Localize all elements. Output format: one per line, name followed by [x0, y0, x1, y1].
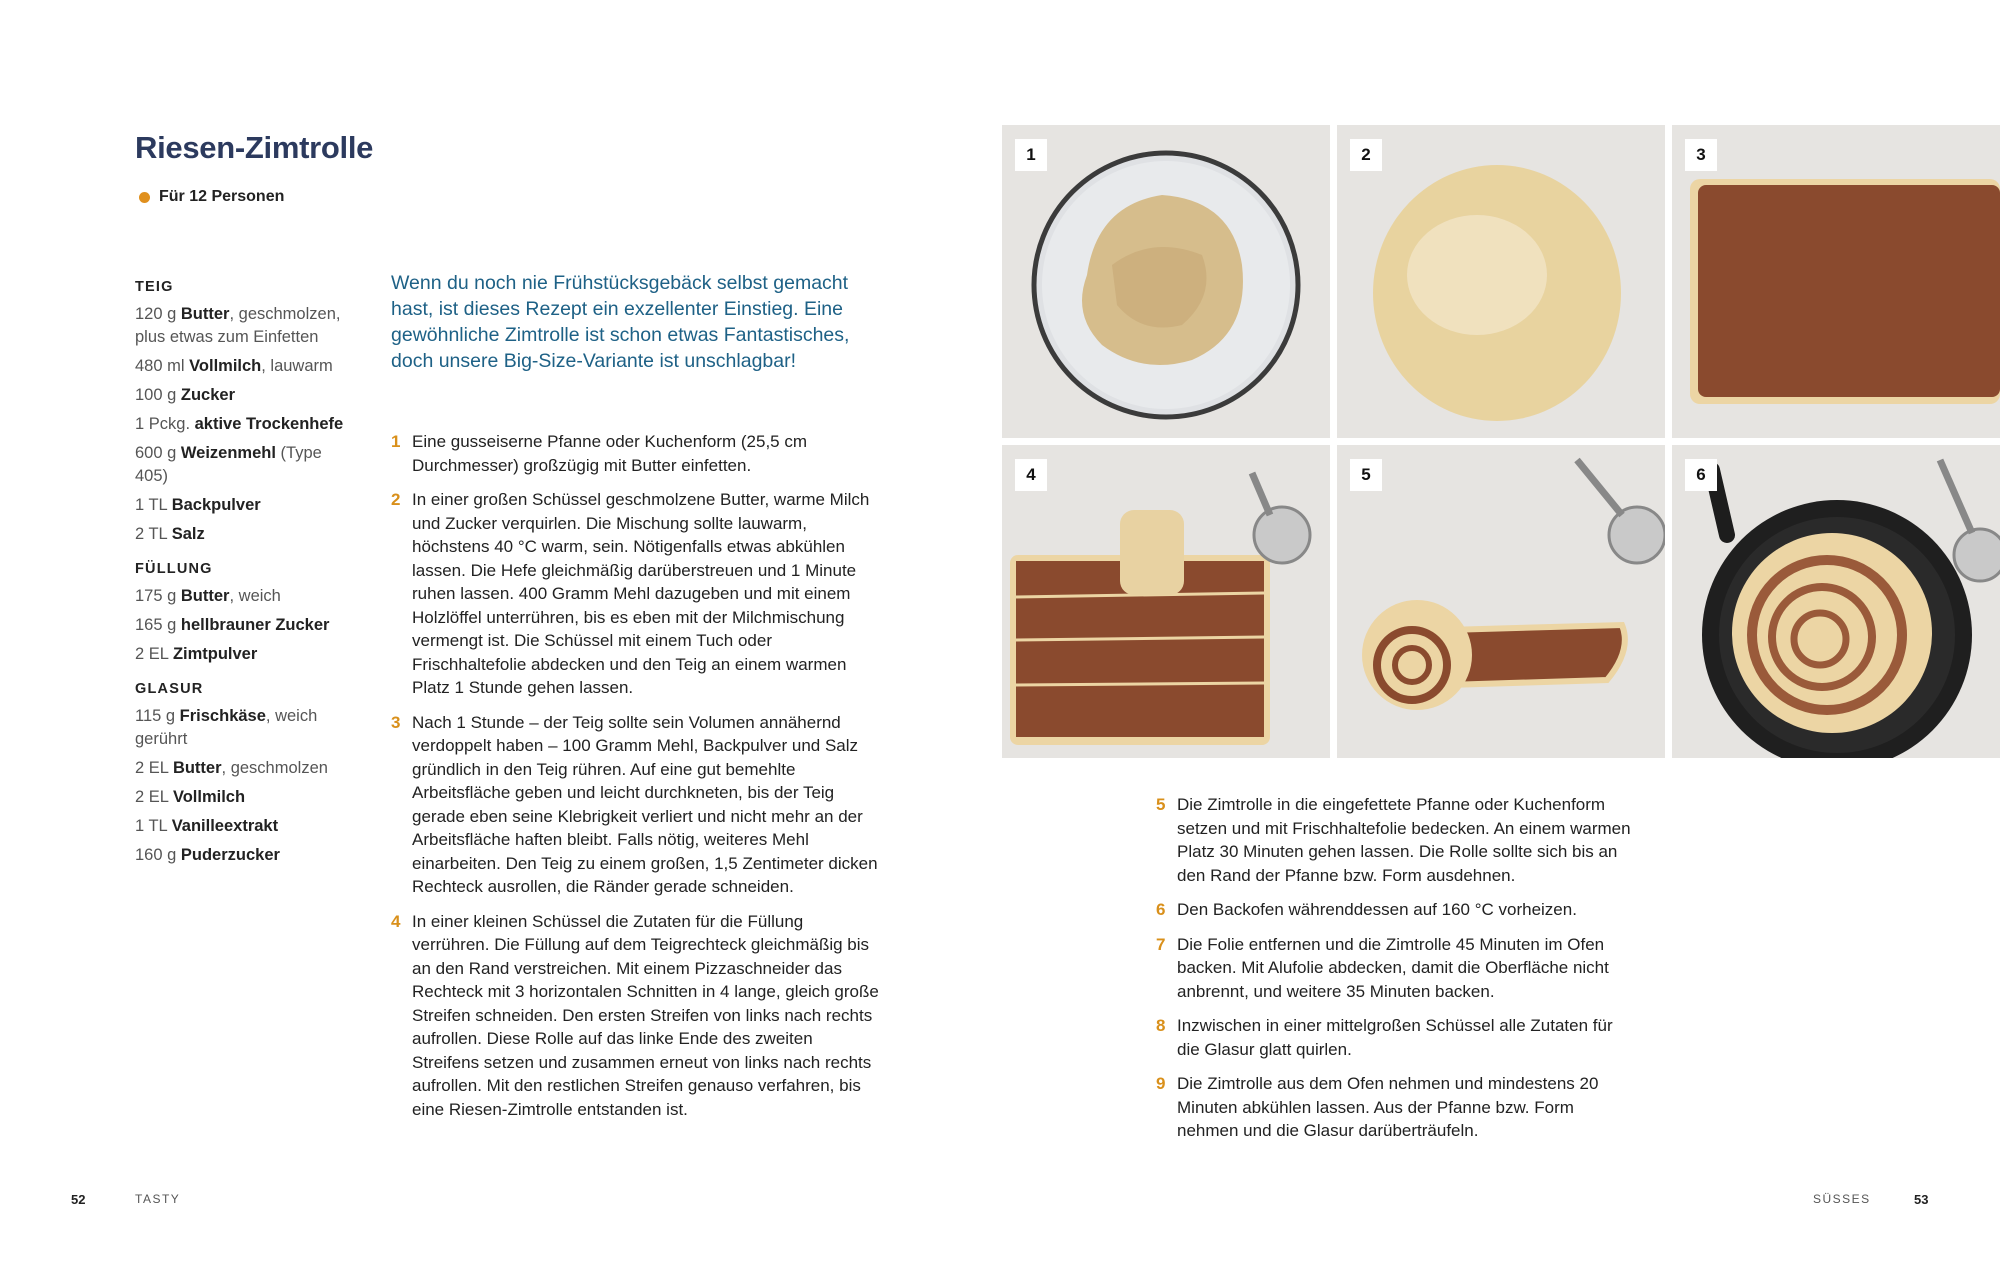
recipe-step — [1156, 1072, 1636, 1143]
servings — [139, 188, 284, 206]
step-text: Die Zimtrolle in die eingefettete Pfanne oder Kuchenform setzen und mit Frischhaltefolie bedecken. An einem warmen Platz 30 Minuten gehen lassen. Die Rolle sollte sich bis an den Rand der Pfanne bzw. Form ausdehnen. — [1177, 795, 1631, 885]
step-text: Den Backofen währenddessen auf 160 °C vorheizen. — [1177, 900, 1577, 919]
ingredients-heading-fuellung: FÜLLUNG — [135, 561, 213, 577]
step-text: In einer großen Schüssel geschmolzene Butter, warme Milch und Zucker verquirlen. Die Mischung sollte lauwarm, höchstens 40 °C warm, sein. Nötigenfalls etwas abkühlen lassen. Die Hefe gleichmäßig darüberstreuen und 1 Minute ruhen lassen. 400 Gramm Mehl dazugeben und mit einem Holzlöffel unterrühren, bis es eben mit der Milchmischung vermengt ist. Die Schüssel mit einem Tuch oder Frischhaltefolie abdecken und den Teig an einem warmen Platz 1 Stunde gehen lassen. — [412, 490, 870, 697]
ingredient-note: , geschmolzen, plus etwas zum Einfetten — [135, 305, 341, 346]
page-number-right: 53 — [1914, 1192, 1929, 1207]
photo-step-5 — [1337, 445, 1665, 758]
ingredient-qty: 1 TL — [135, 496, 168, 514]
recipe-step — [1156, 1014, 1636, 1061]
photo-step-2 — [1337, 125, 1665, 438]
step-text: In einer kleinen Schüssel die Zutaten für die Füllung verrühren. Die Füllung auf dem Teigrechteck gleichmäßig bis an den Rand verstreichen. Mit einem Pizzaschneider das Rechteck mit 3 horizontalen Schnitten in 4 lange, gleich große Streifen schneiden. Den ersten Streifen von links nach rechts aufrollen. Diese Rolle auf das linke Ende des zweiten Streifens setzen und zusammen erneut von links nach rechts aufrollen. Mit den restlichen Streifen genauso verfahren, bis eine Riesen-Zimtrolle entstanden ist. — [412, 911, 879, 1119]
ingredient-item — [135, 585, 355, 608]
recipe-step — [391, 430, 881, 477]
ingredients-list — [135, 276, 355, 873]
ingredient-qty: 2 EL — [135, 759, 169, 777]
step-number: 6 — [1156, 900, 1166, 919]
ingredient-name: Butter — [180, 587, 230, 605]
ingredient-qty: 2 EL — [135, 645, 169, 663]
step-number: 1 — [391, 432, 401, 451]
ingredient-name: Puderzucker — [180, 846, 280, 864]
intro-text: Wenn du noch nie Frühstücksgebäck selbst gemacht hast, ist dieses Rezept ein exzellenter Einstieg. Eine gewöhnliche Zimtrolle ist schon etwas Fantastisches, doch unsere Big-Size-Variante ist unschlagbar! — [391, 272, 850, 372]
ingredient-name: Vanilleextrakt — [171, 817, 279, 835]
ingredient-item — [135, 757, 355, 780]
ingredient-qty: 2 EL — [135, 788, 169, 806]
recipe-step — [391, 910, 881, 1122]
photo-badge-5: 5 — [1350, 459, 1382, 491]
ingredient-item — [135, 786, 355, 809]
ingredient-item — [135, 413, 355, 436]
ingredient-qty: 100 g — [135, 386, 177, 404]
ingredient-qty: 120 g — [135, 305, 177, 323]
ingredient-note: , weich — [229, 587, 281, 605]
recipe-step — [1156, 793, 1636, 887]
recipe-step — [1156, 898, 1636, 922]
ingredient-name: hellbrauner Zucker — [180, 616, 330, 634]
photo-step-4 — [1002, 445, 1330, 758]
ingredient-name: aktive Trockenhefe — [194, 415, 344, 433]
ingredients-heading-glasur: GLASUR — [135, 681, 204, 697]
bullet-dot-icon — [139, 192, 150, 203]
ingredient-name: Weizenmehl — [180, 444, 276, 462]
recipe-step — [1156, 933, 1636, 1004]
step-text: Nach 1 Stunde – der Teig sollte sein Volumen annähernd verdoppelt haben – 100 Gramm Mehl, Backpulver und Salz gründlich in den Teig rühren. Auf eine gut bemehlte Arbeitsfläche geben und leicht durchkneten, bis der Teig gerade eben seine Klebrigkeit verliert und nicht mehr an der Arbeitsfläche haften bleibt. Falls nötig, weiteres Mehl einarbeiten. Den Teig zu einem großen, 1,5 Zentimeter dicken Rechteck ausrollen, die Ränder gerade schneiden. — [412, 712, 878, 896]
ingredient-qty: 480 ml — [135, 357, 185, 375]
ingredient-note: (Type 405) — [135, 444, 322, 485]
step-text: Eine gusseiserne Pfanne oder Kuchenform (25,5 cm Durchmesser) großzügig mit Butter einfetten. — [412, 432, 808, 475]
ingredient-qty: 115 g — [135, 707, 176, 725]
page-number-left: 52 — [71, 1192, 86, 1207]
ingredient-name: Vollmilch — [172, 788, 246, 806]
step-text: Die Folie entfernen und die Zimtrolle 45 Minuten im Ofen backen. Mit Alufolie abdecken, damit die Oberfläche nicht anbrennt, und weitere 35 Minuten backen. — [1177, 934, 1609, 1001]
step-number: 9 — [1156, 1074, 1166, 1093]
photo-step-3 — [1672, 125, 2000, 438]
ingredient-item — [135, 494, 355, 517]
photo-badge-3: 3 — [1685, 139, 1717, 171]
servings-text: Für 12 Personen — [159, 188, 285, 205]
photo-badge-6: 6 — [1685, 459, 1717, 491]
ingredient-item — [135, 815, 355, 838]
recipe-title: Riesen-Zimtrolle — [135, 130, 374, 165]
ingredient-name: Butter — [180, 305, 230, 323]
ingredient-name: Backpulver — [171, 496, 261, 514]
footer-label-right: SÜSSES — [1813, 1192, 1871, 1206]
step-number: 2 — [391, 490, 401, 509]
ingredient-name: Zucker — [180, 386, 235, 404]
ingredient-name: Butter — [172, 759, 222, 777]
photo-badge-1: 1 — [1015, 139, 1047, 171]
ingredient-qty: 165 g — [135, 616, 177, 634]
ingredient-note: , weich gerührt — [135, 707, 318, 748]
step-number: 7 — [1156, 934, 1166, 954]
step-number: 5 — [1156, 795, 1166, 814]
ingredient-item — [135, 384, 355, 407]
ingredient-note: , lauwarm — [261, 357, 333, 375]
step-text: Die Zimtrolle aus dem Ofen nehmen und mindestens 20 Minuten abkühlen lassen. Aus der Pfanne bzw. Form nehmen und die Glasur darüberträufeln. — [1177, 1074, 1599, 1140]
ingredient-qty: 175 g — [135, 587, 177, 605]
ingredient-item — [135, 355, 355, 378]
steps-list-right — [1156, 793, 1636, 1154]
photo-step-6 — [1672, 445, 2000, 758]
ingredient-item — [135, 705, 355, 751]
ingredient-qty: 600 g — [135, 444, 177, 462]
ingredient-item — [135, 303, 355, 349]
ingredient-note: , geschmolzen — [221, 759, 328, 777]
ingredient-name: Salz — [171, 525, 205, 543]
steps-list-left — [391, 430, 881, 1132]
step-text: Inzwischen in einer mittelgroßen Schüssel alle Zutaten für die Glasur glatt quirlen. — [1177, 1016, 1613, 1059]
ingredient-name: Vollmilch — [189, 357, 262, 375]
ingredient-qty: 2 TL — [135, 525, 168, 543]
photo-badge-2: 2 — [1350, 139, 1382, 171]
ingredient-qty: 1 TL — [135, 817, 168, 835]
ingredient-item — [135, 523, 355, 546]
recipe-step — [391, 711, 881, 899]
ingredient-item — [135, 844, 355, 867]
step-number: 3 — [391, 712, 401, 732]
footer-label-left: TASTY — [135, 1192, 181, 1206]
ingredient-item — [135, 614, 355, 637]
photo-badge-4: 4 — [1015, 459, 1047, 491]
photo-step-1 — [1002, 125, 1330, 438]
step-number: 4 — [391, 911, 401, 931]
ingredient-item — [135, 442, 355, 488]
recipe-step — [391, 488, 881, 700]
step-number: 8 — [1156, 1016, 1166, 1035]
ingredient-name: Zimtpulver — [172, 645, 258, 663]
ingredient-qty: 160 g — [135, 846, 177, 864]
ingredient-item — [135, 643, 355, 666]
ingredients-heading-teig: TEIG — [135, 279, 174, 295]
ingredient-name: Frischkäse — [179, 707, 266, 725]
ingredient-qty: 1 Pckg. — [135, 415, 191, 433]
